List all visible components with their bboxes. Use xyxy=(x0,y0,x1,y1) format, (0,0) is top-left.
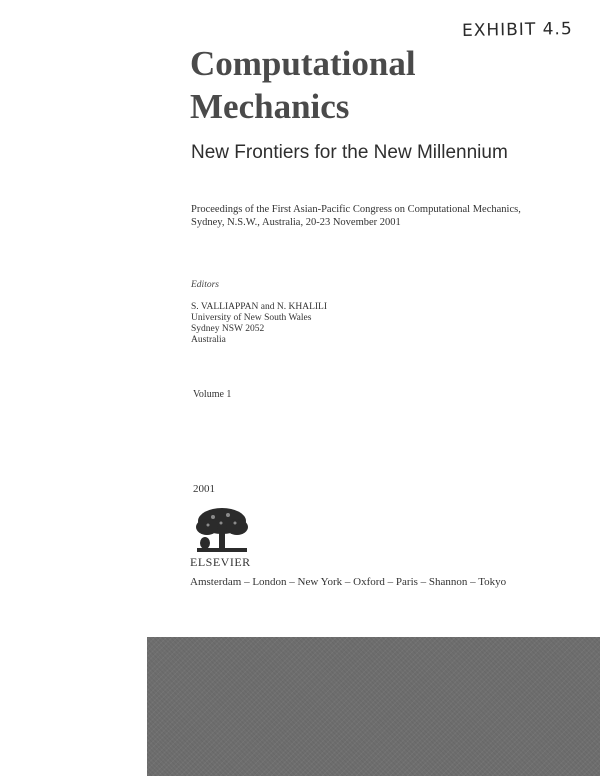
publisher-cities: Amsterdam – London – New York – Oxford – Paris – Shannon – Tokyo xyxy=(190,576,507,588)
proceedings-line-2: Sydney, N.S.W., Australia, 20-23 November 2001 xyxy=(191,217,401,228)
affiliation-line-3: Australia xyxy=(191,335,226,345)
exhibit-stamp: EXHIBIT 4.5 xyxy=(461,19,573,41)
scanned-gray-block xyxy=(147,637,600,776)
title-line-1: Computational xyxy=(190,44,416,83)
proceedings-line-1: Proceedings of the First Asian-Pacific Congress on Computational Mechanics, xyxy=(191,204,521,215)
affiliation-line-1: University of New South Wales xyxy=(191,313,312,323)
editors-label: Editors xyxy=(191,280,219,290)
publisher-name: ELSEVIER xyxy=(190,555,251,569)
proceedings-text xyxy=(191,203,551,229)
publication-year: 2001 xyxy=(193,483,215,495)
editors-names: S. VALLIAPPAN and N. KHALILI xyxy=(191,302,327,312)
title-line-2: Mechanics xyxy=(190,87,350,126)
elsevier-tree-logo-icon xyxy=(193,505,251,555)
affiliation-line-2: Sydney NSW 2052 xyxy=(191,324,265,334)
book-subtitle: New Frontiers for the New Millennium xyxy=(191,142,508,163)
volume-label: Volume 1 xyxy=(193,389,232,400)
book-title xyxy=(190,42,416,128)
editors-block xyxy=(191,302,327,346)
